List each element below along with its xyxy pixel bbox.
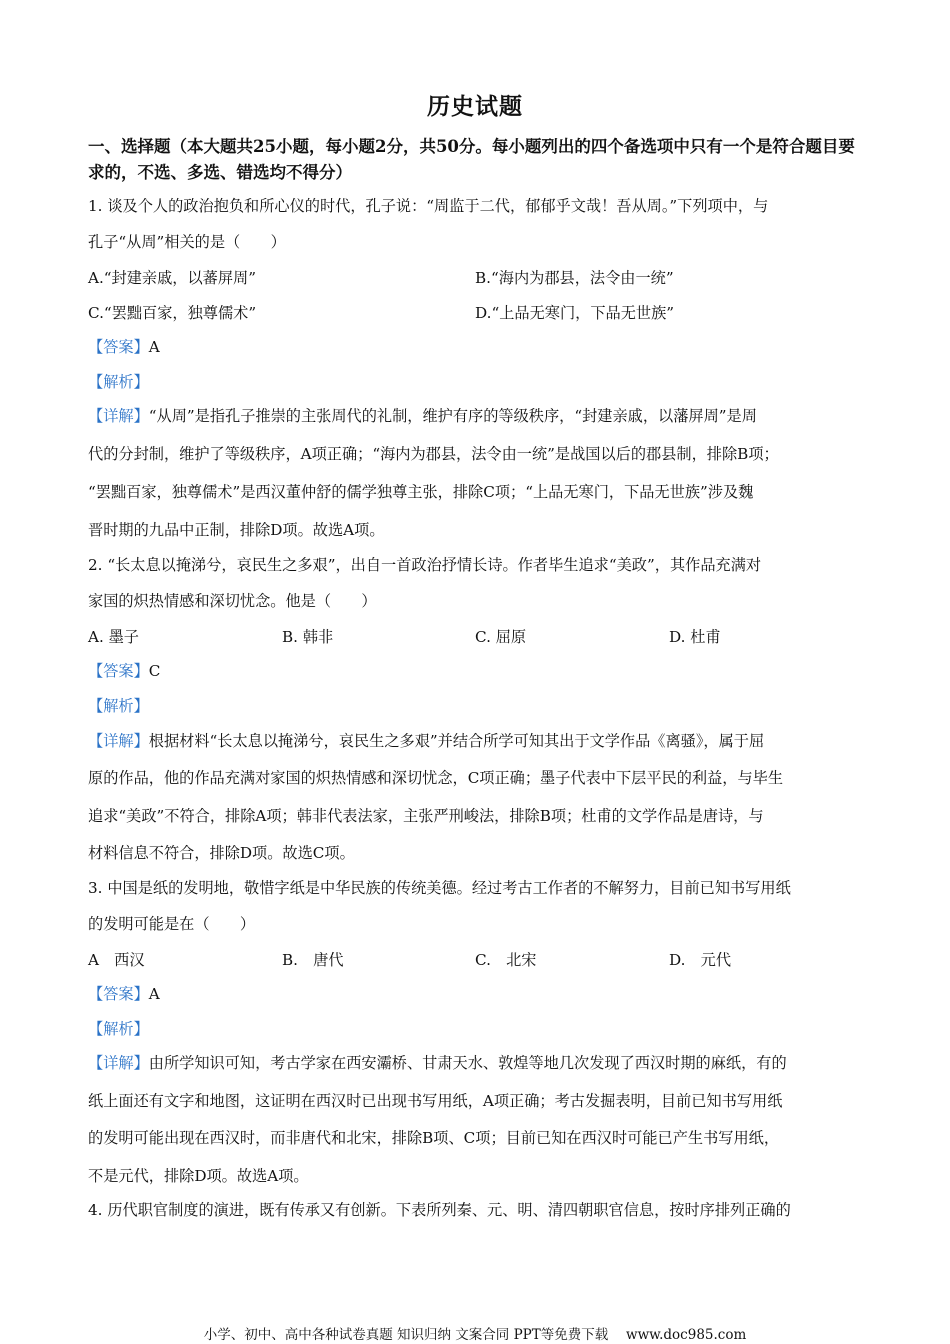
q3-detail-line-3: 的发明可能出现在西汉时，而非唐代和北宋，排除B项、C项；目前已知在西汉时可能已产生书写用纸，	[88, 1129, 780, 1147]
q2-stem-line-2: 家国的炽热情感和深切忧念。他是（ ）	[88, 592, 377, 610]
q1-analysis	[88, 372, 149, 392]
q3-analysis	[88, 1019, 149, 1039]
q3-detail-line-1	[88, 1053, 787, 1073]
q1-option-d: D.“上品无寒门，下品无世族”	[475, 304, 675, 322]
answer-tag: 【答案】	[88, 338, 149, 356]
q3-stem-line-1: 3. 中国是纸的发明地，敬惜字纸是中华民族的传统美德。经过考古工作者的不解努力，目前已知书写用纸	[88, 879, 791, 897]
q2-detail-line-1	[88, 731, 764, 751]
q3-answer	[88, 984, 160, 1004]
detail-tag: 【详解】	[88, 732, 149, 750]
q3-stem-line-2: 的发明可能是在（ ）	[88, 915, 256, 933]
footer-text[interactable]: 小学、初中、高中各种试卷真题 知识归纳 文案合同 PPT等免费下载 www.doc985.com	[203, 1327, 747, 1343]
q2-analysis	[88, 696, 149, 716]
q2-detail-line-4: 材料信息不符合，排除D项。故选C项。	[88, 844, 355, 862]
page-title: 历史试题	[427, 93, 523, 120]
analysis-tag: 【解析】	[88, 373, 149, 391]
q1-option-c: C.“罢黜百家，独尊儒术”	[88, 304, 257, 322]
q2-detail-line-3: 追求“美政”不符合，排除A项；韩非代表法家，主张严刑峻法，排除B项；杜甫的文学作品是唐诗，与	[88, 807, 764, 825]
answer-value: C	[148, 662, 161, 680]
detail-text: 由所学知识可知，考古学家在西安灞桥、甘肃天水、敦煌等地几次发现了西汉时期的麻纸，有的	[148, 1054, 787, 1072]
q2-answer	[88, 661, 160, 681]
q1-option-a: A.“封建亲戚，以蕃屏周”	[88, 269, 257, 287]
q3-detail-line-2: 纸上面还有文字和地图，这证明在西汉时已出现书写用纸，A项正确；考古发掘表明，目前已知书写用纸	[88, 1092, 783, 1110]
q2-detail-line-2: 原的作品，他的作品充满对家国的炽热情感和深切忧念，C项正确；墨子代表中下层平民的利益，与毕生	[88, 769, 784, 787]
answer-tag: 【答案】	[88, 662, 149, 680]
q2-option-d: D. 杜甫	[669, 628, 721, 646]
q1-answer	[88, 337, 160, 357]
detail-text: 根据材料“长太息以掩涕兮，哀民生之多艰”并结合所学可知其出于文学作品《离骚》，属于屈	[148, 732, 765, 750]
analysis-tag: 【解析】	[88, 697, 149, 715]
answer-tag: 【答案】	[88, 985, 149, 1003]
detail-tag: 【详解】	[88, 407, 149, 425]
answer-value: A	[148, 338, 160, 356]
analysis-tag: 【解析】	[88, 1020, 149, 1038]
q3-option-d: D. 元代	[669, 951, 732, 969]
detail-tag: 【详解】	[88, 1054, 149, 1072]
detail-text: “从周”是指孔子推崇的主张周代的礼制，维护有序的等级秩序，“封建亲戚，以藩屏周”是周	[148, 407, 757, 425]
q3-option-a: A 西汉	[88, 951, 145, 969]
q3-option-b: B. 唐代	[282, 951, 344, 969]
q3-option-c: C. 北宋	[475, 951, 537, 969]
q1-detail-line-3: “罢黜百家，独尊儒术”是西汉董仲舒的儒学独尊主张，排除C项；“上品无寒门，下品无世族”涉及魏	[88, 483, 754, 501]
q2-option-c: C. 屈原	[475, 628, 527, 646]
q4-stem-line-1: 4. 历代职官制度的演进，既有传承又有创新。下表所列秦、元、明、清四朝职官信息，按时序排列正确的	[88, 1201, 791, 1219]
q2-stem-line-1: 2. “长太息以掩涕兮，哀民生之多艰”，出自一首政治抒情长诗。作者毕生追求“美政”，其作品充满对	[88, 556, 762, 574]
q1-detail-line-1	[88, 406, 757, 426]
q1-detail-line-4: 晋时期的九品中正制，排除D项。故选A项。	[88, 521, 385, 539]
q1-stem-line-1: 1. 谈及个人的政治抱负和所心仪的时代，孔子说：“周监于二代，郁郁乎文哉！吾从周。”下列项中，与	[88, 197, 769, 215]
q1-stem-line-2: 孔子“从周”相关的是（ ）	[88, 233, 286, 251]
q2-option-b: B. 韩非	[282, 628, 334, 646]
q1-option-b: B.“海内为郡县，法令由一统”	[475, 269, 674, 287]
q3-detail-line-4: 不是元代，排除D项。故选A项。	[88, 1167, 309, 1185]
q1-detail-line-2: 代的分封制，维护了等级秩序，A项正确；“海内为郡县，法令由一统”是战国以后的郡县制，排除B项；	[88, 445, 779, 463]
answer-value: A	[148, 985, 160, 1003]
q2-option-a: A. 墨子	[88, 628, 139, 646]
section-heading: 一、选择题（本大题共25小题，每小题2分，共50分。每小题列出的四个备选项中只有一个是符合题目要求的，不选、多选、错选均不得分）	[88, 137, 855, 182]
